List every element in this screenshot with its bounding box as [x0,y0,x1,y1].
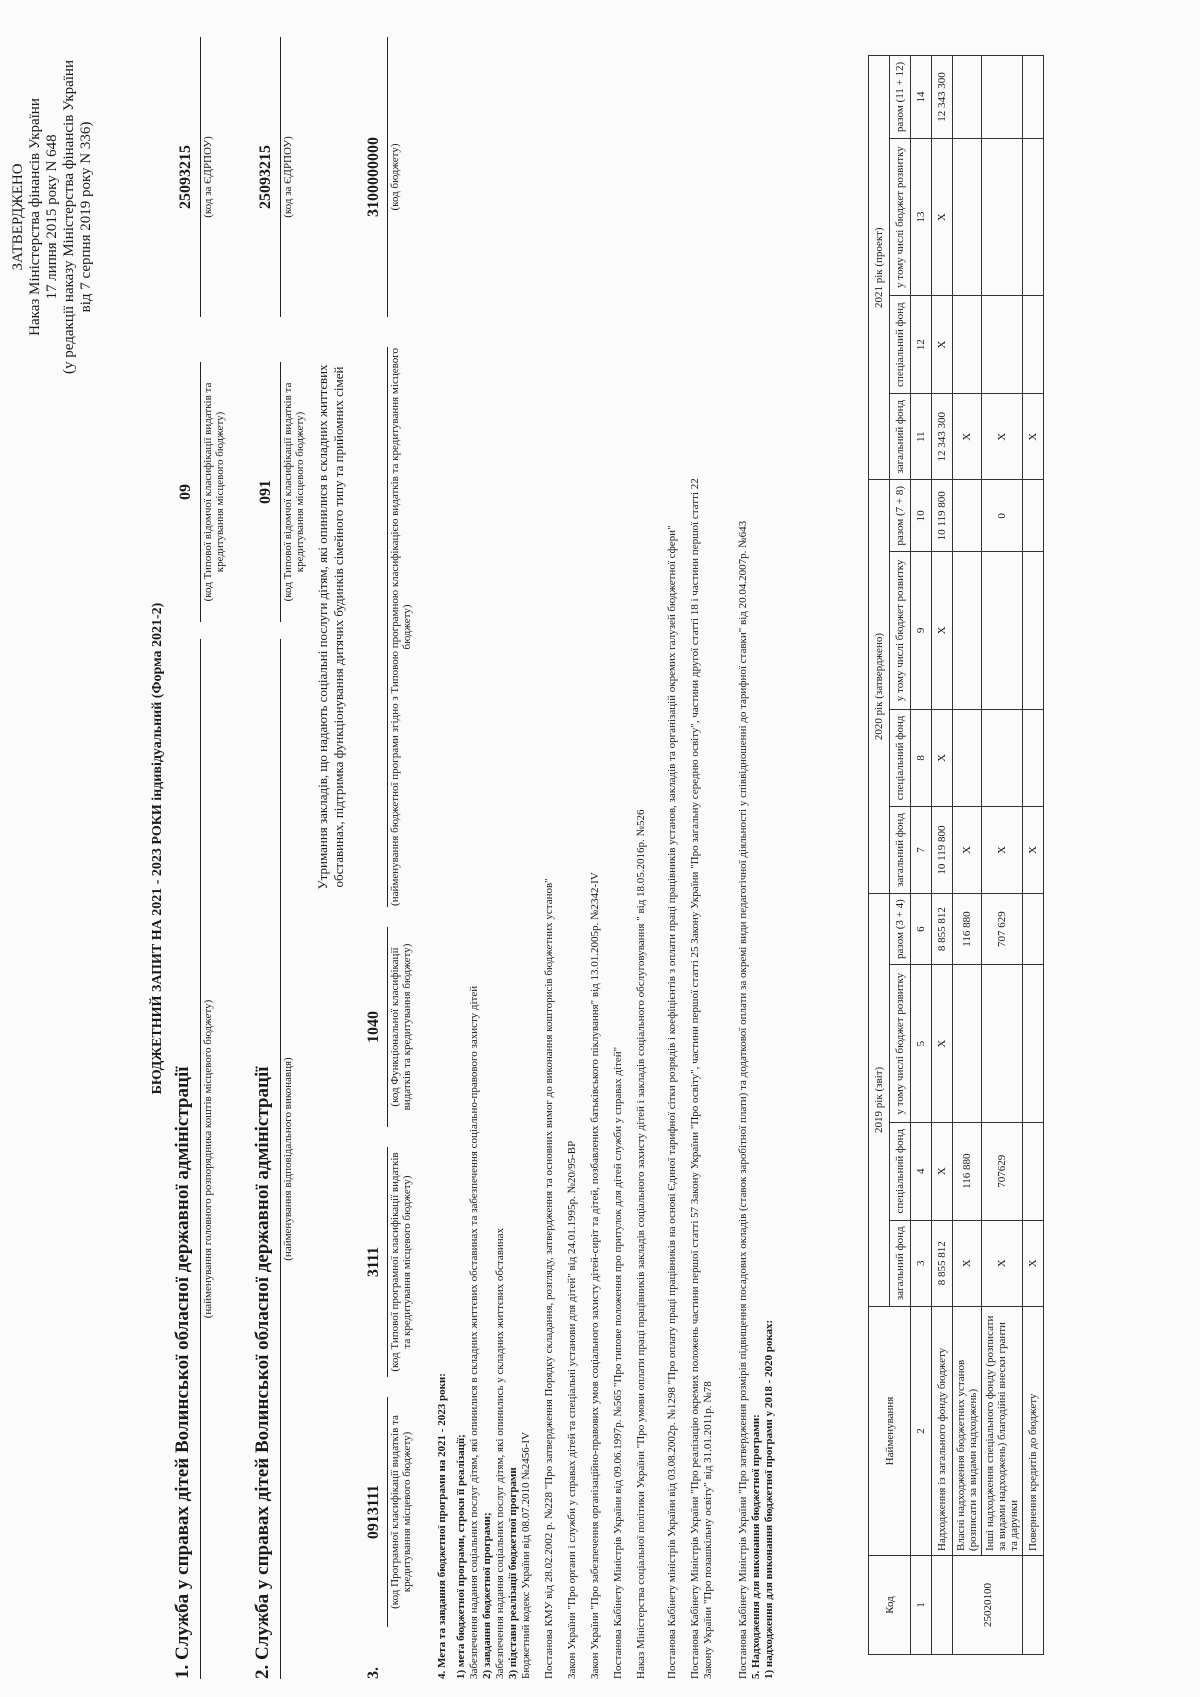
table-row [982,56,1023,1655]
basis-item: Наказ Міністерства соціальної політики України "Про умови оплати праці працівників закладів соціального захисту дітей і закладів соціального обслуговування " від 18.05.2016р. №526 [635,809,647,1679]
cell [932,1556,953,1655]
header-dev-budget: у тому числі бюджет розвитку [890,138,911,295]
table-row [1023,56,1044,1655]
section-1-edrpou-caption: (код за ЄДРПОУ) [202,136,214,218]
cell [1023,296,1044,394]
cell [953,552,982,709]
basis-item: Постанова Кабінету Міністрів України від 09.06.1997р. №565 "Про типове положення про притулок для дітей служби у справах дітей" [612,1046,624,1679]
cell [1023,709,1044,807]
approval-line: 17 липня 2015 року N 648 [44,134,60,300]
approval-line: Наказ Міністерства фінансів України [27,98,43,336]
header-dev-budget: у тому числі бюджет розвитку [890,552,911,709]
col-num: 5 [911,965,932,1122]
approval-line: від 7 серпня 2019 року N 336) [78,121,94,313]
typical-program-code: 3111 [365,1246,382,1278]
budget-code-caption: (код бюджету) [389,143,401,211]
cell: 10 119 800 [932,480,953,552]
cell [1023,893,1044,965]
basis-item: Закону України "Про позашкільну освіту" від 31.01.2011р. №78 [702,1381,714,1679]
col-num: 10 [911,480,932,552]
cell [953,709,982,807]
cell: Х [1023,1220,1044,1306]
section-1-title: 1. Служба у справах дітей Волинської обласної державної адміністрації [172,1066,193,1679]
section-5-subheading: 1) надходження для виконання бюджетної програми у 2018 - 2020 роках: [763,1319,775,1679]
section-4-tasks: Забезпечення надання соціальних послуг дітям, які опинились у складних життєвих обставинах [494,1227,506,1679]
section-4-heading: 4. Мета та завдання бюджетної програми на 2021 - 2023 роки: [436,1373,448,1679]
header-2019: 2019 рік (звіт) [869,893,890,1306]
section-4-goal-heading: 1) мета бюджетної програми, строки її реалізації; [455,1434,467,1679]
functional-code-caption: (код Функціональної класифікації видатків та кредитування бюджету) [389,943,413,1111]
col-num: 13 [911,138,932,295]
col-num: 9 [911,552,932,709]
cell: Х [932,1122,953,1220]
cell [1023,480,1044,552]
basis-item: Постанова Кабінету міністрів України від 03.08.2002р. №1298 "Про оплату праці працівників на основі Єдиної тарифної сітки розрядів і коефіцієнтів з оплати праці працівників установ, закладів та організацій окремих галузей бюджетної сфери" [666,525,678,1679]
cell [982,709,1023,807]
section-4-goal: Забезпечення надання соціальних послуг дітям, які опинилися в складних життєвих обставинах та забезпечення соціально-правового захисту дітей [468,985,480,1679]
cell [982,56,1023,139]
header-special-fund: спеціальний фонд [890,1122,911,1220]
column-number-row [911,56,932,1655]
approval-line: ЗАТВЕРДЖЕНО [10,163,26,271]
cell: Х [982,807,1023,893]
cell: Власні надходження бюджетних установ (розписати за видами надходжень) [953,1307,982,1556]
cell: Х [932,965,953,1122]
cell: 10 119 800 [932,807,953,893]
budget-code: 3100000000 [365,137,382,217]
header-special-fund: спеціальний фонд [890,709,911,807]
section-4 [436,39,776,1679]
section-2-caption: (найменування відповідального виконавця) [282,1057,294,1261]
cell [953,296,982,394]
cell: Х [982,394,1023,480]
col-num: 7 [911,807,932,893]
cell [953,56,982,139]
col-num: 8 [911,709,932,807]
section-4-basis-heading: 3) підстави реалізації бюджетної програми [507,1467,519,1679]
cell: 12 343 300 [932,56,953,139]
cell: Інші надходження спеціального фонду (розписати за видами надходжень) благодійні внески гранти та дарунки [982,1307,1023,1556]
header-sum: разом (3 + 4) [890,893,911,965]
section-2-edrpou-caption: (код за ЄДРПОУ) [282,136,294,218]
cell: Х [932,296,953,394]
program-name-caption: (найменування бюджетної програми згідно з Типовою програмною класифікацією видатків та кредитування місцевого бюджету) [389,348,413,906]
cell: 116 880 [953,1122,982,1220]
cell: Х [1023,807,1044,893]
table-row [953,56,982,1655]
cell [953,138,982,295]
section-5-heading: 5. Надходження для виконання бюджетної програми: [750,1414,762,1679]
cell [982,296,1023,394]
program-code-caption: (код Програмної класифікації видатків та кредитування місцевого бюджету) [389,1415,413,1609]
cell: Х [953,1220,982,1306]
basis-item: Закон України "Про органи і служби у справах дітей та спеціальні установи для дітей" від 24.01.1995р. №20/95-ВР [566,1140,578,1679]
basis-item: Постанова КМУ від 28.02.2002 р. №228 "Про затвердження Порядку складання, розгляду, затвердження та основних вимог до виконання кошторисів бюджетних установ" [543,878,555,1679]
revenue-table [868,55,1044,1655]
section-3-number: 3. [365,1667,382,1679]
cell [1023,1556,1044,1655]
col-num: 4 [911,1122,932,1220]
basis-item: Бюджетний кодекс України від 08.07.2010 №2456-IV [520,1431,532,1679]
program-name: Утримання закладів, що надають соціальні послуги дітям, які опинилися в складних життєвих обставинах, підтримка функціонування дитячих будинків сімейного типу та прийомних сімей [315,364,346,890]
header-2021: 2021 рік (проект) [869,56,890,480]
approval-line: (у редакції наказу Міністерства фінансів України [61,60,77,374]
section-2-code: 091 [257,480,274,504]
cell: 0 [982,480,1023,552]
cell: Повернення кредитів до бюджету [1023,1307,1044,1556]
header-dev-budget: у тому числі бюджет розвитку [890,965,911,1122]
cell [953,965,982,1122]
section-1-caption: (найменування головного розпорядника коштів місцевого бюджету) [202,999,214,1319]
cell: Х [1023,394,1044,480]
section-1-edrpou: 25093215 [177,145,194,209]
cell: Надходження із загального фонду бюджету [932,1307,953,1556]
cell [1023,56,1044,139]
cell [1023,1122,1044,1220]
col-num: 3 [911,1220,932,1306]
header-sum: разом (7 + 8) [890,480,911,552]
table-row [932,56,953,1655]
cell: 707 629 [982,893,1023,965]
cell: 25020100 [953,1556,1023,1655]
typical-program-code-caption: (код Типової програмної класифікації видатків та кредитування місцевого бюджету) [389,1152,413,1372]
cell: Х [932,552,953,709]
section-2-code-caption: (код Типової відомчої класифікації видатків та кредитування місцевого бюджету) [282,382,306,602]
cell: 12 343 300 [932,394,953,480]
col-num: 1 [911,1556,932,1655]
header-code: Код [869,1556,911,1655]
cell: Х [953,807,982,893]
col-num: 11 [911,394,932,480]
header-general-fund: загальний фонд [890,394,911,480]
header-name: Найменування [869,1307,911,1556]
cell: 8 855 812 [932,893,953,965]
program-code: 0913111 [365,1484,382,1540]
cell: Х [932,709,953,807]
header-2020: 2020 рік (затверджено) [869,480,890,893]
col-num: 2 [911,1307,932,1556]
cell [1023,552,1044,709]
section-1-code: 09 [177,484,194,500]
section-2-edrpou: 25093215 [257,145,274,209]
section-1-code-caption: (код Типової відомчої класифікації видатків та кредитування місцевого бюджету) [202,382,226,602]
cell [1023,965,1044,1122]
cell: Х [932,138,953,295]
cell: 116 880 [953,893,982,965]
table-header-row [869,56,890,1655]
cell [982,138,1023,295]
header-sum: разом (11 + 12) [890,56,911,139]
section-4-tasks-heading: 2) завдання бюджетної програми; [481,1512,493,1679]
cell [982,552,1023,709]
header-special-fund: спеціальний фонд [890,296,911,394]
document-title: БЮДЖЕТНИЙ ЗАПИТ НА 2021 - 2023 РОКИ індивідуальний (Форма 2021-2) [150,602,165,1095]
functional-code: 1040 [365,1011,382,1043]
col-num: 14 [911,56,932,139]
header-general-fund: загальний фонд [890,1220,911,1306]
col-num: 12 [911,296,932,394]
cell: Х [953,394,982,480]
col-num: 6 [911,893,932,965]
basis-item: Закон України "Про забезпечення організаційно-правових умов соціального захисту дітей-сиріт та дітей, позбавлених батьківського піклування" від 13.01.2005р. №2342-IV [589,872,601,1679]
cell [953,480,982,552]
basis-item: Постанова Кабінету Міністрів України "Про затвердження розмірів підвищення посадових окладів (ставок заробітної плати) та додаткової оплати за окремі види педагогічної діяльності у співвідношенні до тарифної ставки" від 20.04.2007р. №643 [737,520,749,1679]
basis-item: Постанова Кабінету Міністрів України "Про реалізацію окремих положень частини першої статті 57 Закону України "Про освіту", частини першої статті 25 Закону України "Про загальну середню освіту", частини другої статті 18 і частини першої статті 22 [689,478,701,1679]
section-2-title: 2. Служба у справах дітей Волинської обласної державної адміністрації [252,1066,273,1679]
approval-block [10,60,95,374]
header-general-fund: загальний фонд [890,807,911,893]
cell: Х [982,1220,1023,1306]
cell [982,965,1023,1122]
cell [1023,138,1044,295]
cell: 707629 [982,1122,1023,1220]
cell: 8 855 812 [932,1220,953,1306]
